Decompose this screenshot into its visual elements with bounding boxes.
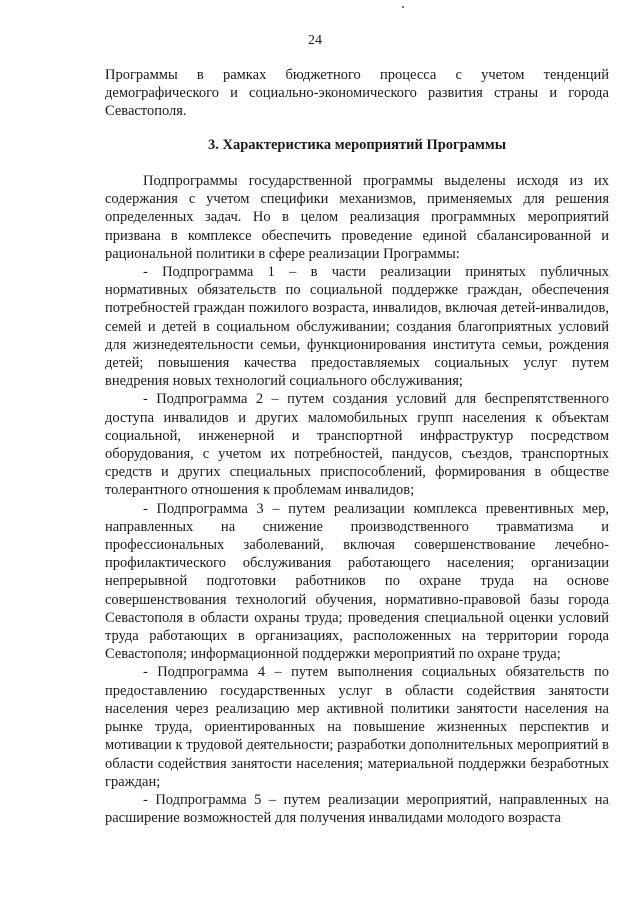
scan-artifact-dot [402,6,404,8]
page-number: 24 [308,33,322,48]
list-item-subprogram-3: - Подпрограмма 3 – путем реализации комплекса превентивных мер, направленных на снижение производственного травматизма и профессиональных заболеваний, включая совершенствование лечебно-профилактического обслуживания работающего населения; организации непрерывной подготовки работников по охране труда на основе совершенствования технологий обучения, нормативно-правовой базы города Севастополя в области охраны труда; проведения специальной оценки условий труда работающих в организациях, расположенных на территории города Севастополя; информационной поддержки мероприятий по охране труда; [105,500,609,663]
continuation-paragraph [105,66,609,121]
list-item-subprogram-5: - Подпрограмма 5 – путем реализации мероприятий, направленных на расширение возможностей для получения инвалидами молодого возраста [105,791,609,827]
list-item-subprogram-2: - Подпрограмма 2 – путем создания условий для беспрепятственного доступа инвалидов и других маломобильных групп населения к объектам социальной, инженерной и транспортной инфраструктур посредством оборудования, с учетом их потребностей, пандусов, съездов, транспортных средств и других специальных приспособлений, формирования в обществе толерантного отношения к проблемам инвалидов; [105,391,609,499]
list-item-subprogram-4: - Подпрограмма 4 – путем выполнения социальных обязательств по предоставлению государственных услуг в области содействия занятости населения через реализацию мер активной политики занятости населения на рынке труда, ориентированных на повышение жизненных перспектив и мотивации к трудовой деятельности; разработки дополнительных мероприятий в области содействия занятости населения; материальной поддержки безработных граждан; [105,664,609,790]
continuation-text: Программы в рамках бюджетного процесса с учетом тенденций демографического и социально-экономического развития страны и города Севастополя. [105,67,609,120]
list-item-subprogram-1: - Подпрограмма 1 – в части реализации принятых публичных нормативных обязательств по социальной поддержке граждан, обеспечения потребностей граждан пожилого возраста, инвалидов, включая детей-инвалидов, семей и детей в социальном обслуживании; создания благоприятных условий для жизнедеятельности семьи, функционирования института семьи, рождения детей; повышения качества предоставляемых социальных услуг путем внедрения новых технологий социального обслуживания; [105,264,609,390]
section-body [105,172,609,827]
section-heading: 3. Характеристика мероприятий Программы [207,137,507,153]
intro-paragraph: Подпрограммы государственной программы выделены исходя из их содержания с учетом специфики механизмов, применяемых для решения определенных задач. Но в целом реализация программных мероприятий призвана в комплексе обеспечить проведение единой сбалансированной и рациональной политики в сфере реализации Программы: [105,173,609,262]
